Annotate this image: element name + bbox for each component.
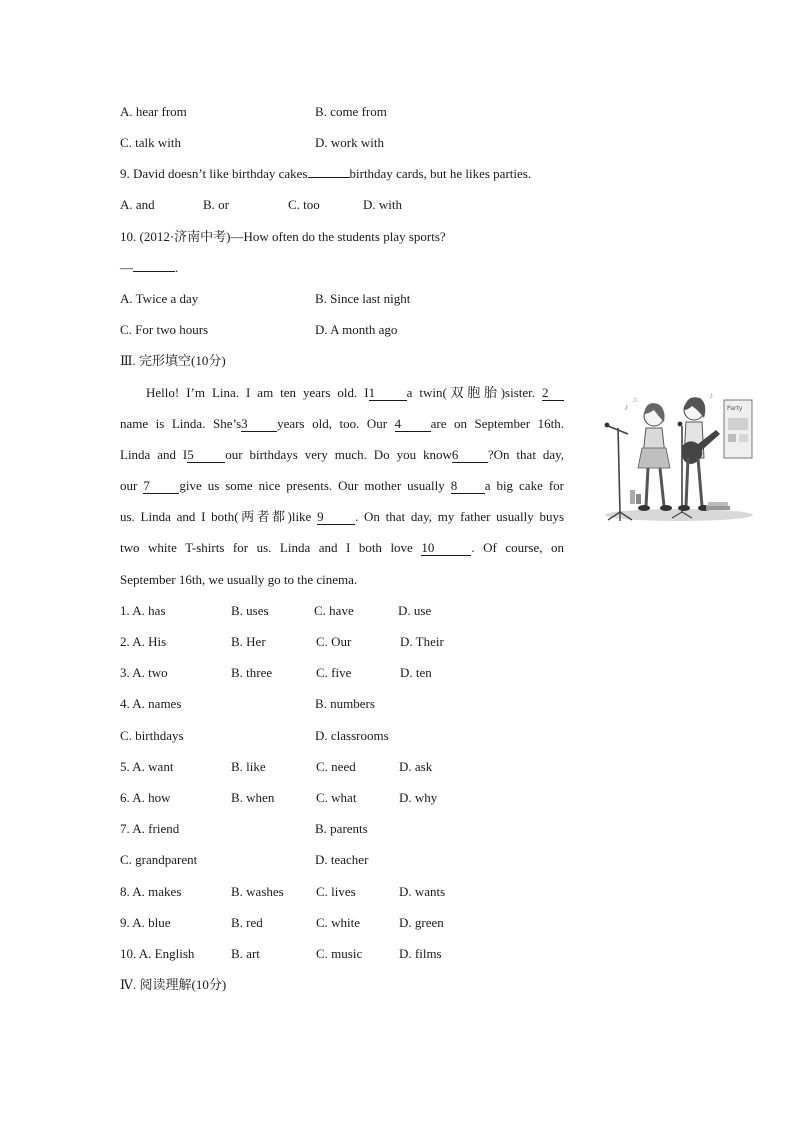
q10-period: . (175, 260, 179, 275)
cloze-q8-option-b[interactable]: B. washes (231, 884, 284, 899)
cloze-q7-row-1 (0, 821, 794, 837)
cloze-q2-option-d[interactable]: D. Their (400, 634, 444, 649)
section-3-heading: Ⅲ. 完形填空(10分) (120, 353, 226, 368)
cloze-q7-option-c[interactable]: C. grandparent (120, 852, 198, 867)
q10-options-row-2 (0, 322, 794, 338)
cloze-blank-3[interactable]: 3 (241, 417, 277, 432)
q10-blank (133, 271, 175, 272)
q8-option-b: B. come from (315, 104, 387, 119)
q8-option-d: D. work with (315, 135, 384, 150)
cloze-q10-option-d[interactable]: D. films (399, 946, 442, 961)
passage-text: ?On that day, (487, 447, 565, 462)
passage-text: name is Linda. She’s (120, 416, 242, 431)
cloze-q4-row-1 (0, 696, 794, 712)
cloze-q5 (0, 759, 794, 775)
cloze-blank-2[interactable]: 2 (542, 386, 564, 401)
cloze-q1 (0, 603, 794, 619)
cloze-q3-option-d[interactable]: D. ten (400, 665, 432, 680)
cloze-q10-option-c[interactable]: C. music (316, 946, 363, 961)
cloze-q9 (0, 915, 794, 931)
passage-text: two white T-shirts for us. Linda and I both love (120, 540, 413, 555)
svg-text:♪: ♪ (709, 391, 713, 400)
q10-option-c: C. For two hours (120, 322, 209, 337)
singers-illustration (594, 388, 754, 524)
cloze-q9-option-b[interactable]: B. red (231, 915, 263, 930)
passage-text: give us some nice presents. Our mother usually (179, 478, 445, 493)
cloze-q4-row-2 (0, 728, 794, 744)
q9-stem-before: 9. David doesn’t like birthday cakes (120, 166, 308, 181)
singers-illustration-svg (594, 388, 754, 524)
cloze-q6-option-d[interactable]: D. why (399, 790, 438, 805)
passage-line-4 (120, 478, 564, 494)
q9-stem-after: birthday cards, but he likes parties. (349, 166, 532, 181)
cloze-q8-option-c[interactable]: C. lives (316, 884, 356, 899)
cloze-q10-option-a[interactable]: 10. A. English (120, 946, 195, 961)
passage-line-1 (120, 385, 564, 401)
cloze-blank-10[interactable]: 10 (421, 541, 471, 556)
cloze-q8 (0, 884, 794, 900)
poster-text: Party (727, 405, 743, 412)
cloze-q3 (0, 665, 794, 681)
q10-dash: — (120, 260, 133, 275)
q8-options-row-1 (0, 104, 794, 120)
q10-options-row-1 (0, 291, 794, 307)
cloze-q7-row-2 (0, 852, 794, 868)
passage-text: our birthdays very much. Do you know (225, 447, 452, 462)
cloze-q7-option-d[interactable]: D. teacher (315, 852, 369, 867)
cloze-q4-option-c[interactable]: C. birthdays (120, 728, 184, 743)
cloze-q5-option-c[interactable]: C. need (316, 759, 356, 774)
q10-stem: 10. (2012·济南中考)—How often do the students play sports? (120, 229, 446, 244)
passage-line-2 (120, 416, 564, 432)
cloze-q1-option-a[interactable]: 1. A. has (120, 603, 166, 618)
cloze-blank-8[interactable]: 8 (451, 479, 485, 494)
q8-option-a: A. hear from (120, 104, 187, 119)
q10-option-a: A. Twice a day (120, 291, 199, 306)
cloze-q9-option-a[interactable]: 9. A. blue (120, 915, 171, 930)
cloze-blank-6[interactable]: 6 (452, 448, 488, 463)
passage-text: Hello! I’m Lina. I am ten years old. I (146, 385, 369, 400)
section-4-heading: Ⅳ. 阅读理解(10分) (120, 977, 227, 992)
passage-text: Linda and I (120, 447, 188, 462)
cloze-blank-9[interactable]: 9 (317, 510, 355, 525)
svg-text:♫: ♫ (632, 396, 638, 404)
cloze-q2-option-c[interactable]: C. Our (316, 634, 352, 649)
q10-answer-line (120, 260, 178, 276)
cloze-blank-1[interactable]: 1 (369, 386, 407, 401)
cloze-q6-option-a[interactable]: 6. A. how (120, 790, 171, 805)
q9-blank (308, 177, 350, 178)
passage-text: our (120, 478, 138, 493)
cloze-q5-option-d[interactable]: D. ask (399, 759, 433, 774)
cloze-q10-option-b[interactable]: B. art (231, 946, 260, 961)
passage-text: years old, too. Our (277, 416, 388, 431)
cloze-blank-4[interactable]: 4 (395, 417, 431, 432)
cloze-q7-option-b[interactable]: B. parents (315, 821, 368, 836)
passage-line-5 (120, 509, 564, 525)
passage-line-6 (120, 540, 564, 556)
cloze-q6-option-b[interactable]: B. when (231, 790, 275, 805)
cloze-q7-option-a[interactable]: 7. A. friend (120, 821, 180, 836)
cloze-q1-option-d[interactable]: D. use (398, 603, 432, 618)
cloze-q4-option-b[interactable]: B. numbers (315, 696, 375, 711)
cloze-q9-option-d[interactable]: D. green (399, 915, 444, 930)
cloze-blank-5[interactable]: 5 (187, 448, 225, 463)
q10-option-b: B. Since last night (315, 291, 411, 306)
passage-text: us. Linda and I both(两者都)like (120, 509, 312, 524)
cloze-blank-7[interactable]: 7 (143, 479, 179, 494)
cloze-q5-option-a[interactable]: 5. A. want (120, 759, 174, 774)
passage-text: . Of course, on (471, 540, 565, 555)
passage-text: are on September 16th. (430, 416, 564, 431)
q9-option-d: D. with (363, 197, 402, 212)
cloze-q6 (0, 790, 794, 806)
cloze-q3-option-c[interactable]: C. five (316, 665, 352, 680)
passage-line-7: September 16th, we usually go to the cinema. (120, 572, 358, 587)
cloze-q10 (0, 946, 794, 962)
cloze-q2-option-b[interactable]: B. Her (231, 634, 266, 649)
cloze-q8-option-d[interactable]: D. wants (399, 884, 446, 899)
cloze-q6-option-c[interactable]: C. what (316, 790, 357, 805)
cloze-q4-option-a[interactable]: 4. A. names (120, 696, 182, 711)
passage-text: a big cake for (484, 478, 564, 493)
q10-option-d: D. A month ago (315, 322, 398, 337)
passage-line-3 (120, 447, 564, 463)
q8-options-row-2 (0, 135, 794, 151)
cloze-q1-option-b[interactable]: B. uses (231, 603, 269, 618)
q9-option-a: A. and (120, 197, 155, 212)
q9-option-b: B. or (203, 197, 229, 212)
q8-option-c: C. talk with (120, 135, 182, 150)
q9-options (0, 197, 794, 213)
q9-option-c: C. too (288, 197, 320, 212)
svg-text:♪: ♪ (624, 402, 629, 412)
q9-stem (120, 166, 531, 182)
cloze-q9-option-c[interactable]: C. white (316, 915, 361, 930)
cloze-q2 (0, 634, 794, 650)
cloze-q4-option-d[interactable]: D. classrooms (315, 728, 389, 743)
passage-text: a twin(双胞胎)sister. (406, 385, 536, 400)
cloze-q2-option-a[interactable]: 2. A. His (120, 634, 167, 649)
cloze-q5-option-b[interactable]: B. like (231, 759, 266, 774)
cloze-q1-option-c[interactable]: C. have (314, 603, 354, 618)
passage-text: . On that day, my father usually buys (355, 509, 565, 524)
cloze-q3-option-a[interactable]: 3. A. two (120, 665, 168, 680)
cloze-q8-option-a[interactable]: 8. A. makes (120, 884, 182, 899)
cloze-q3-option-b[interactable]: B. three (231, 665, 273, 680)
